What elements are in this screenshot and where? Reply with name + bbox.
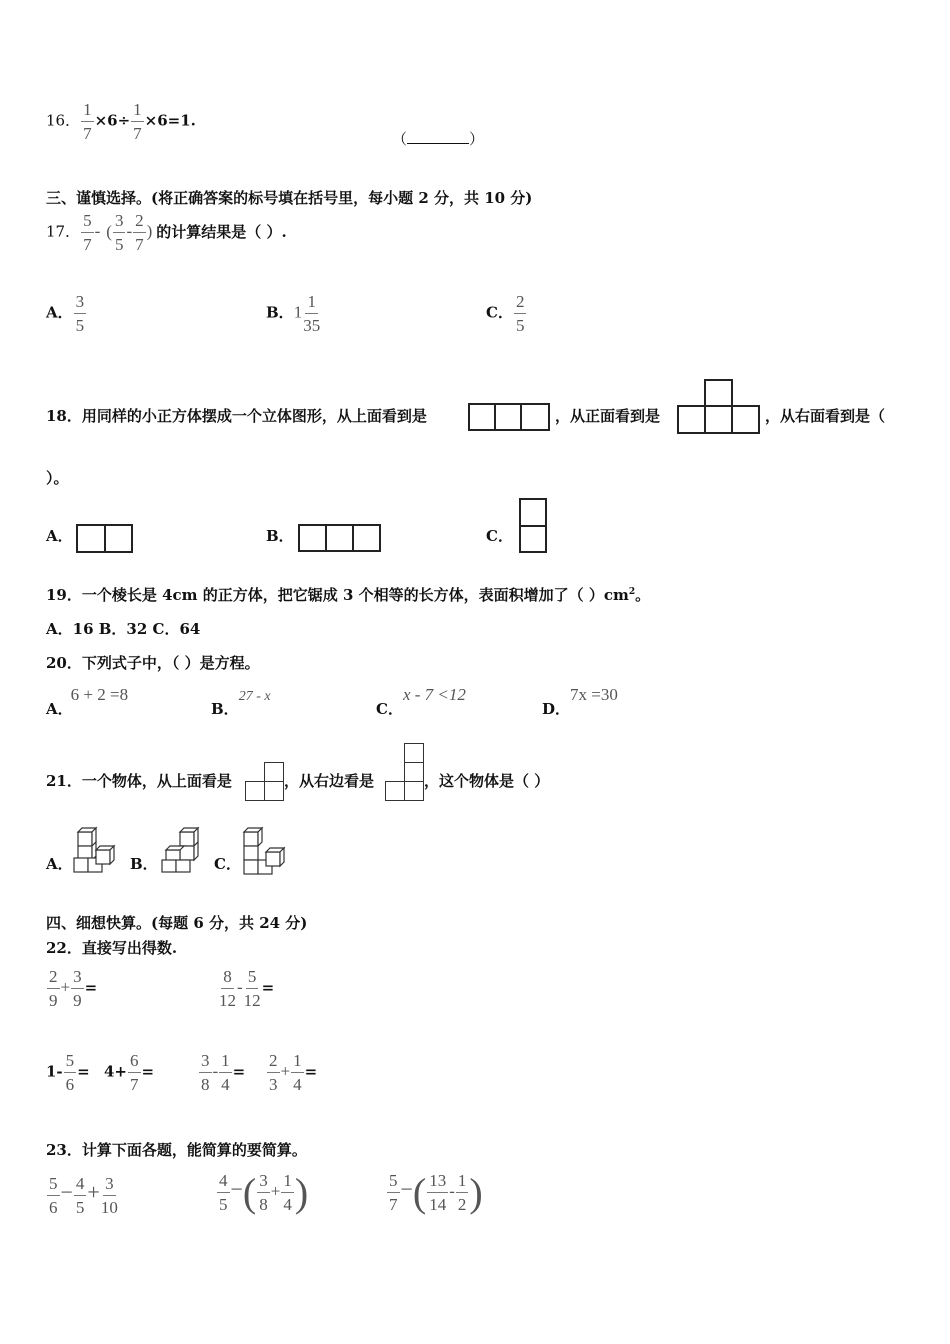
q21-option-a-label[interactable]: A． — [46, 855, 73, 873]
q22-expr-6: $\frac{2}{3}$ + $\frac{1}{4}$ = — [269, 1051, 318, 1094]
q21-text-2: ，从右边看是 — [284, 772, 375, 790]
q23: 23．计算下面各题，能简算的要简算。 — [46, 1141, 307, 1159]
q23-expr-2: $\frac{4}{5}$ −( $\frac{3}{8}$ + $\frac{1}{4}$ ) — [219, 1169, 309, 1215]
q21-option-c-cubes[interactable] — [240, 826, 288, 876]
q20: 20．下列式子中，（ ）是方程。 — [46, 654, 260, 672]
q17-number: 17． — [46, 222, 81, 241]
q16 — [46, 101, 196, 142]
q17-option-a[interactable]: A． $\frac{3}{5}$ — [46, 292, 85, 335]
q21-option-c-label[interactable]: C． — [214, 855, 241, 873]
q18-line1: 18．用同样的小正方体摆成一个立体图形，从上面看到是 — [46, 407, 427, 425]
q18-line1b: ，从正面看到是 — [555, 407, 661, 425]
q21-option-b-cubes[interactable] — [158, 826, 202, 874]
q18-option-a-label[interactable]: A． — [46, 527, 73, 545]
q21-text-1: 21．一个物体，从上面看是 — [46, 772, 232, 790]
q16-answer-blank[interactable]: （ ） — [392, 130, 485, 148]
section-4-heading: 四、细想快算。(每题 6 分，共 24 分) — [46, 914, 308, 932]
q17-option-c[interactable]: C． $\frac{2}{5}$ — [486, 292, 525, 335]
q17-option-b[interactable]: B．1 $\frac{1}{35}$ — [266, 292, 321, 335]
q22-expr-5: $\frac{3}{8}$ - $\frac{1}{4}$ = — [201, 1051, 246, 1094]
q22-expr-1: $\frac{2}{9}$ + $\frac{3}{9}$ = — [49, 967, 98, 1010]
q20-option-c[interactable]: C．x - 7 <12 — [376, 685, 466, 718]
q22: 22．直接写出得数. — [46, 939, 178, 957]
q20-option-d[interactable]: D．7x =30 — [542, 685, 618, 718]
q19-options[interactable]: A．16 B．32 C．64 — [46, 620, 201, 638]
fraction: $\frac{1}{7}$ — [83, 100, 92, 143]
fraction: $\frac{5}{7}$ — [83, 211, 92, 254]
q22-expr-4: 4+ $\frac{6}{7}$ = — [104, 1051, 155, 1094]
q17-text: 的计算结果是（ ）. — [156, 222, 287, 241]
q16-mid: ×6÷ — [94, 111, 131, 130]
q17: 17． $\frac{5}{7}$ - ( $\frac{3}{5}$ - $\frac{2}{7}$ ) 的计算结果是（ ）. — [46, 211, 287, 254]
q20-option-a[interactable]: A．6 + 2 =8 — [46, 685, 129, 718]
q21-option-a-cubes[interactable] — [72, 826, 116, 874]
section-3-heading: 三、谨慎选择。(将正确答案的标号填在括号里，每小题 2 分，共 10 分) — [46, 189, 533, 207]
q18-option-c-label[interactable]: C． — [486, 527, 513, 545]
q21-option-b-label[interactable]: B． — [130, 855, 158, 873]
fraction: $\frac{3}{5}$ — [114, 211, 124, 254]
q20-option-b[interactable]: B．27 - x — [211, 689, 271, 718]
q16-number: 16． — [46, 111, 81, 130]
q18-line1c: ，从右面看到是（ — [765, 407, 886, 425]
fraction: $\frac{2}{7}$ — [135, 211, 144, 254]
q18-line2: ）。 — [46, 469, 69, 487]
q23-expr-3: $\frac{5}{7}$ −( $\frac{13}{14}$ - $\frac{1}{2}$ ) — [389, 1169, 483, 1215]
q19: 19．一个棱长是 4cm 的正方体，把它锯成 3 个相等的长方体，表面积增加了（ ）$cm^2$。 — [46, 586, 651, 604]
q16-end: ×6=1. — [144, 111, 196, 130]
q21-text-3: ，这个物体是（ ） — [424, 772, 550, 790]
fraction: $\frac{1}{7}$ — [133, 100, 142, 143]
q22-expr-2: $\frac{8}{12}$ - $\frac{5}{12}$ = — [219, 967, 275, 1010]
q18-option-b-label[interactable]: B． — [266, 527, 294, 545]
q22-expr-3: 1- $\frac{5}{6}$ = — [46, 1051, 90, 1094]
q23-expr-1: $\frac{5}{6}$ − $\frac{4}{5}$ + $\frac{3}{10}$ — [49, 1174, 118, 1217]
